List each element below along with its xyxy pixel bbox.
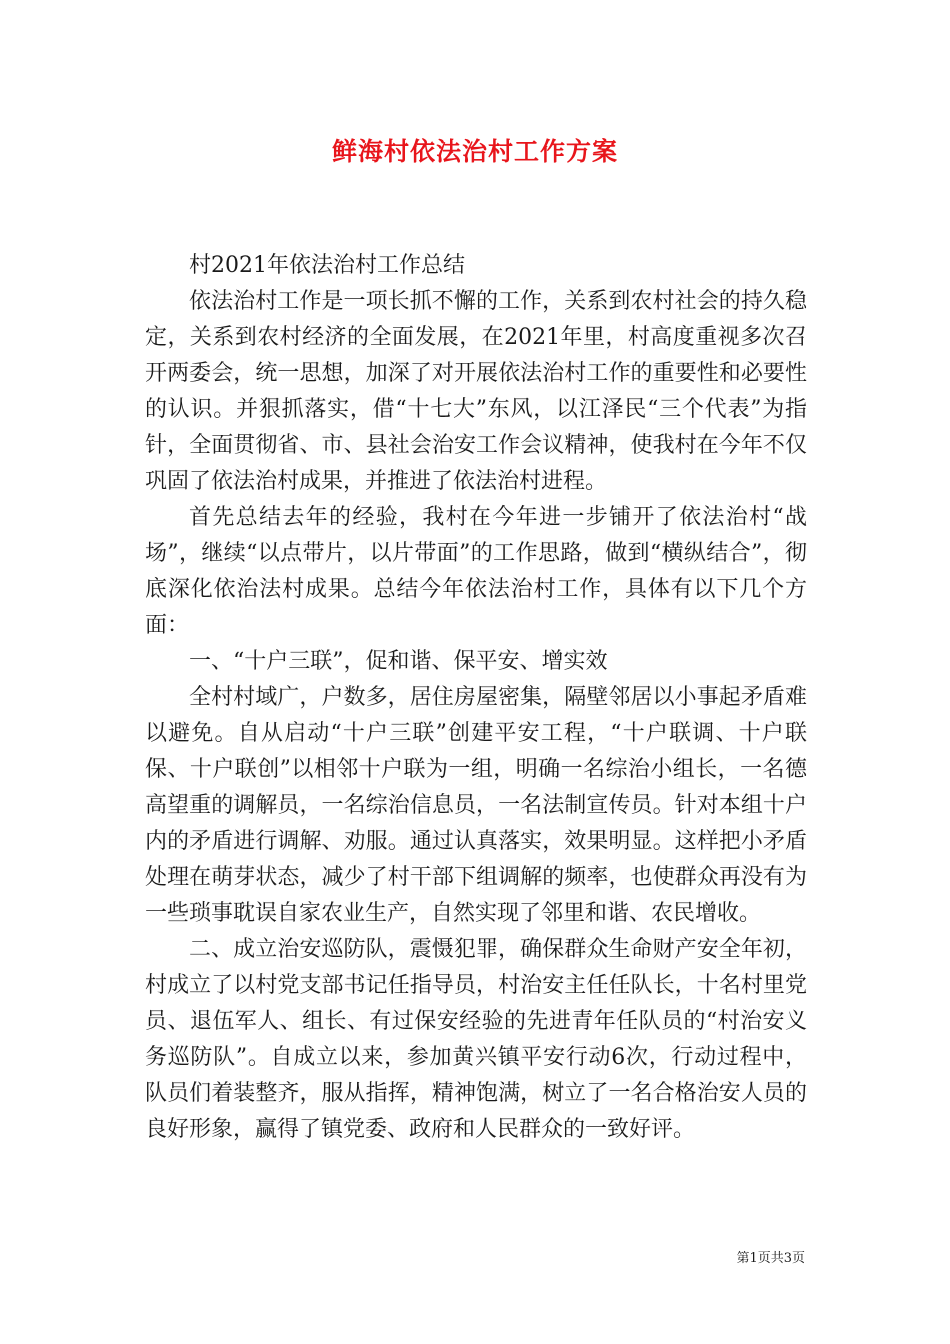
page-number: 第1页共3页	[736, 1251, 805, 1266]
document-body	[145, 248, 807, 1148]
paragraph: 全村村域广，户数多，居住房屋密集，隔壁邻居以小事起矛盾难以避免。自从启动“十户三联”创建平安工程，“十户联调、十户联保、十户联创”以相邻十户联为一组，明确一名综治小组长，一名德高望重的调解员，一名综治信息员，一名法制宣传员。针对本组十户内的矛盾进行调解、劝服。通过认真落实，效果明显。这样把小矛盾处理在萌芽状态，减少了村干部下组调解的频率，也使群众再没有为一些琐事耽误自家农业生产，自然实现了邻里和谐、农民增收。	[145, 685, 807, 926]
paragraph: 首先总结去年的经验，我村在今年进一步铺开了依法治村“战场”，继续“以点带片，以片带面”的工作思路，做到“横纵结合”，彻底深化依治法村成果。总结今年依法治村工作，具体有以下几个方面：	[145, 505, 807, 638]
document-title: 鲜海村依法治村工作方案	[331, 137, 618, 166]
paragraph-heading: 村2021年依法治村工作总结	[189, 253, 465, 278]
section-heading-1: 一、“十户三联”，促和谐、保平安、增实效	[189, 649, 608, 674]
paragraph: 依法治村工作是一项长抓不懈的工作，关系到农村社会的持久稳定，关系到农村经济的全面发展，在2021年里，村高度重视多次召开两委会，统一思想，加深了对开展依法治村工作的重要性和必要性的认识。并狠抓落实，借“十七大”东风，以江泽民“三个代表”为指针，全面贯彻省、市、县社会治安工作会议精神，使我村在今年不仅巩固了依法治村成果，并推进了依法治村进程。	[145, 289, 807, 494]
paragraph: 二、成立治安巡防队，震慑犯罪，确保群众生命财产安全年初，村成立了以村党支部书记任指导员，村治安主任任队长，十名村里党员、退伍军人、组长、有过保安经验的先进青年任队员的“村治安义务巡防队”。自成立以来，参加黄兴镇平安行动6次，行动过程中，队员们着装整齐，服从指挥，精神饱满，树立了一名合格治安人员的良好形象，赢得了镇党委、政府和人民群众的一致好评。	[145, 937, 807, 1142]
